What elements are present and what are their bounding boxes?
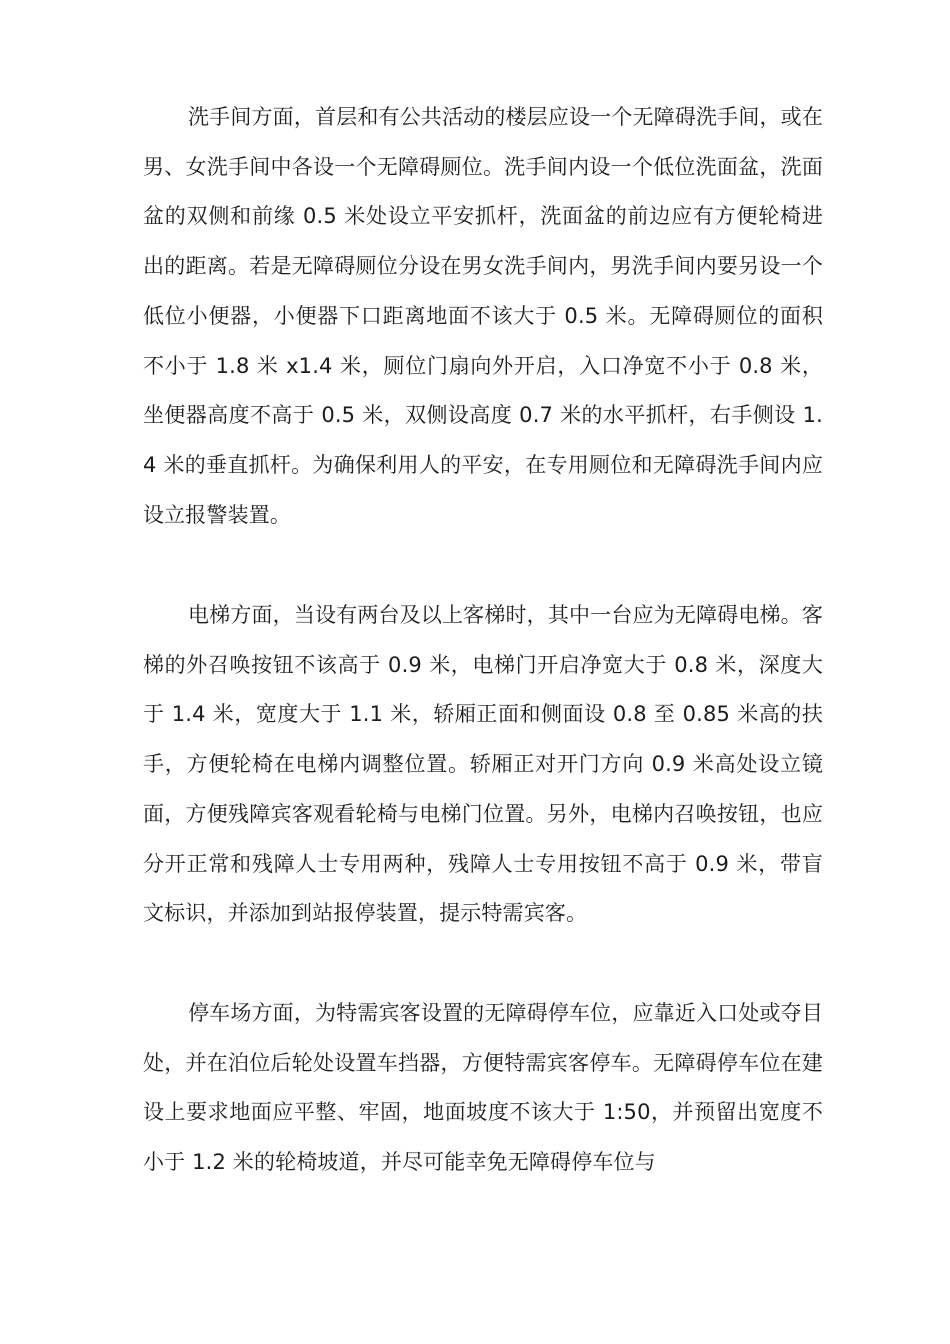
paragraph-parking: 停车场方面，为特需宾客设置的无障碍停车位，应靠近入口处或夺目处，并在泊位后轮处设置车挡器，方便特需宾客停车。无障碍停车位在建设上要求地面应平整、牢固，地面坡度不该大于 1:50，并预留出宽度不小于 1.2 米的轮椅坡道，并尽可能幸免无障碍停车位与: [143, 1001, 823, 1175]
paragraph-elevators: 电梯方面，当设有两台及以上客梯时，其中一台应为无障碍电梯。客梯的外召唤按钮不该高于 0.9 米，电梯门开启净宽大于 0.8 米，深度大于 1.4 米，宽度大于 1.1 米，轿厢正面和侧面设 0.8 至 0.85 米高的扶手，方便轮椅在电梯内调整位置。轿厢正对开门方向 0.9 米高处设立镜面，方便残障宾客观看轮椅与电梯门位置。另外，电梯内召唤按钮，也应分开正常和残障人士专用两种，残障人士专用按钮不高于 0.9 米，带盲文标识，并添加到站报停装置，提示特需宾客。: [143, 603, 823, 926]
paragraph-restrooms: 洗手间方面，首层和有公共活动的楼层应设一个无障碍洗手间，或在男、女洗手间中各设一个无障碍厕位。洗手间内设一个低位洗面盆，洗面盆的双侧和前缘 0.5 米处设立平安抓杆，洗面盆的前边应有方便轮椅进出的距离。若是无障碍厕位分设在男女洗手间内，男洗手间内要另设一个低位小便器，小便器下口距离地面不该大于 0.5 米。无障碍厕位的面积不小于 1.8 米 x1.4 米，厕位门扇向外开启，入口净宽不小于 0.8 米，坐便器高度不高于 0.5 米，双侧设高度 0.7 米的水平抓杆，右手侧设 1.4 米的垂直抓杆。为确保利用人的平安，在专用厕位和无障碍洗手间内应设立报警装置。: [143, 105, 823, 527]
